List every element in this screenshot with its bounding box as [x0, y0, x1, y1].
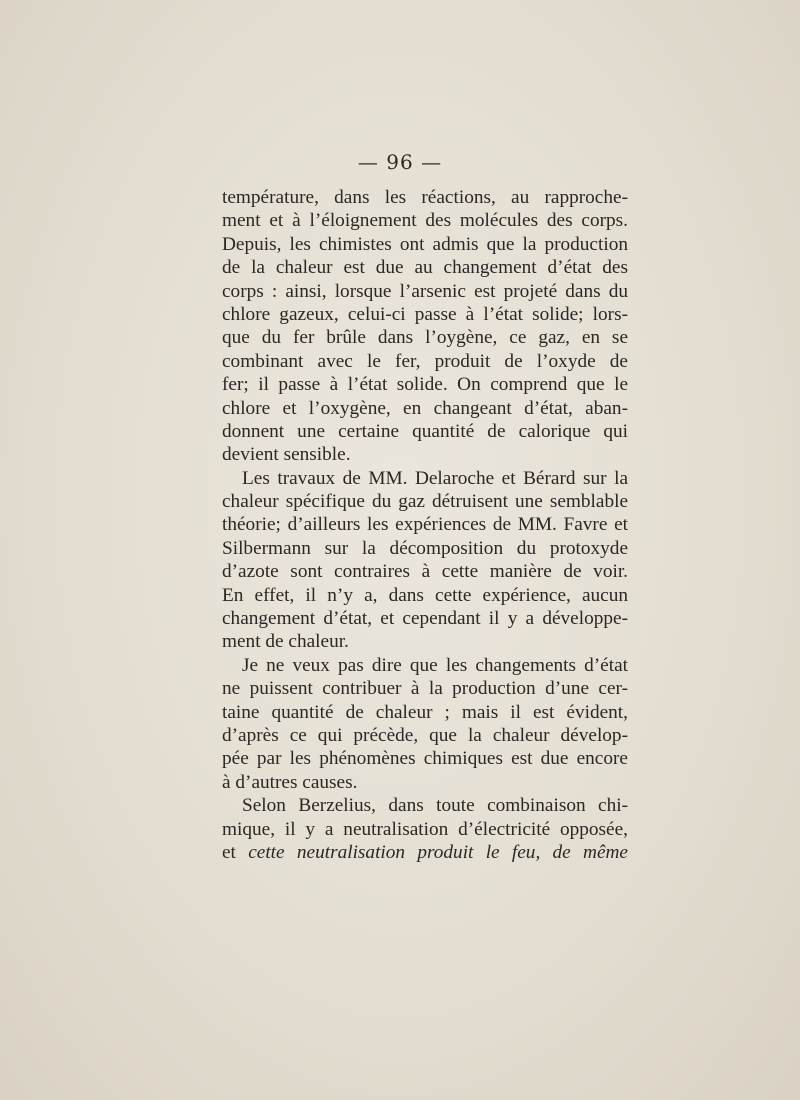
text-line: Je ne veux pas dire que les changements d’état [242, 654, 628, 676]
text-line: mique, il y a neutralisation d’électricité opposée, [222, 818, 628, 840]
text-line: chlore gazeux, celui-ci passe à l’état solide; lors- [222, 303, 628, 325]
text-line: pée par les phénomènes chimiques est due encore [222, 748, 628, 770]
body-text [222, 186, 628, 864]
text-line: donnent une certaine quantité de calorique qui [222, 420, 628, 442]
text-line: température, dans les réactions, au rapproche- [222, 187, 628, 208]
text-line: chaleur spécifique du gaz détruisent une semblable [222, 491, 628, 513]
text-line: ne puissent contribuer à la production d’une cer- [222, 678, 628, 700]
text-line: devient sensible. [222, 444, 351, 466]
text-line: fer; il passe à l’état solide. On comprend que le [222, 374, 628, 396]
text-line: Depuis, les chimistes ont admis que la production [222, 233, 628, 255]
text-line: d’après ce qui précède, que la chaleur dévelop- [222, 724, 628, 746]
text-line: que du fer brûle dans l’oygène, ce gaz, en se [222, 327, 628, 349]
text-line: Les travaux de MM. Delaroche et Bérard sur la [242, 467, 628, 489]
text-line: taine quantité de chaleur ; mais il est évident, [222, 701, 628, 723]
text-line: et cette neutralisation produit le feu, de même [222, 841, 628, 863]
text-line: corps : ainsi, lorsque l’arsenic est projeté dans du [222, 280, 628, 302]
text-line: Silbermann sur la décomposition du protoxyde [222, 537, 628, 559]
page-number: — 96 — [357, 150, 443, 174]
text-line: Selon Berzelius, dans toute combinaison chi- [242, 795, 628, 817]
text-line: théorie; d’ailleurs les expériences de MM. Favre et [222, 514, 628, 536]
text-line: ment et à l’éloignement des molécules des corps. [222, 210, 628, 232]
text-line: à d’autres causes. [222, 771, 358, 793]
text-line: En effet, il n’y a, dans cette expérience, aucun [222, 584, 628, 606]
text-line: ment de chaleur. [222, 631, 349, 653]
text-line: chlore et l’oxygène, en changeant d’état, aban- [222, 397, 628, 419]
text-line: changement d’état, et cependant il y a développe- [222, 608, 628, 630]
text-line: d’azote sont contraires à cette manière de voir. [222, 561, 628, 583]
text-line: combinant avec le fer, produit de l’oxyde de [222, 350, 628, 372]
text-line: de la chaleur est due au changement d’état des [222, 257, 628, 279]
